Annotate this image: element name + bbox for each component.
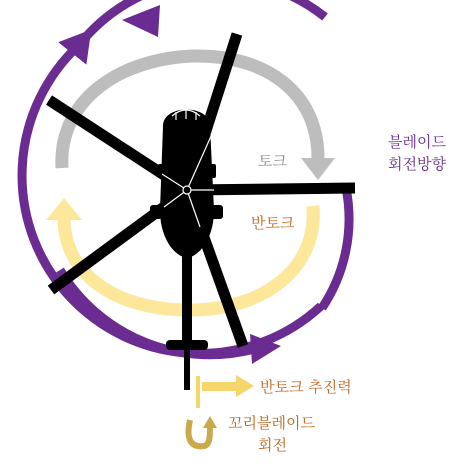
tail-blade-label-line1: 꼬리블레이드 [228, 414, 315, 432]
anti-torque-label: 반토크 [251, 214, 295, 232]
right-arrow-icon [202, 375, 254, 397]
anti-torque-thrust-label: 반토크 추진력 [260, 378, 352, 396]
blade-rotation-label-line1: 블레이드 [388, 133, 446, 151]
blade-rotation-arrow-upper [79, 0, 325, 45]
anti-torque-arrowhead [46, 198, 82, 220]
tail-blade-label-line2: 회전 [258, 436, 287, 454]
curved-up-arrow-icon [189, 416, 217, 446]
cockpit-windows [172, 108, 200, 120]
blade-rotation-arc-right [322, 188, 349, 308]
torque-arrowhead [301, 158, 335, 180]
blade-rotation-label-line2: 회전방향 [388, 155, 446, 173]
thrust-stem [196, 376, 200, 408]
torque-label: 토크 [258, 152, 287, 170]
blade-rotation-arrowhead-top [122, 5, 160, 37]
rotor-hub [183, 186, 191, 194]
